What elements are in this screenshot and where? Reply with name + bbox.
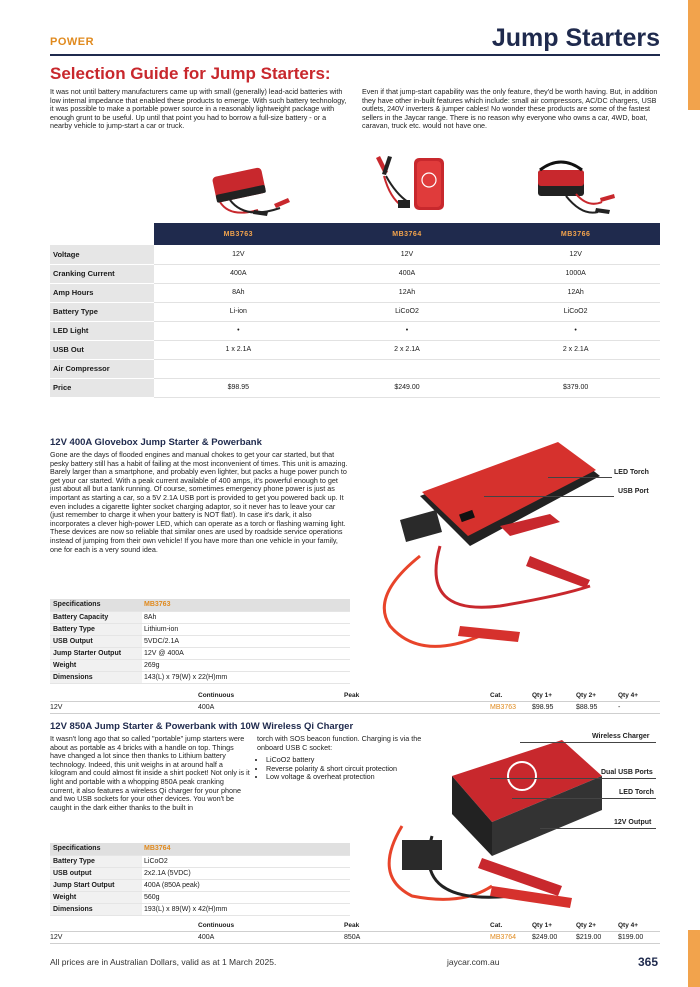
guide-cell: 2 x 2.1A	[491, 340, 660, 359]
guide-cell: •	[491, 321, 660, 340]
spec-label: Weight	[50, 659, 142, 671]
guide-row	[50, 245, 660, 264]
guide-row	[50, 283, 660, 302]
guide-cell: $98.95	[154, 378, 323, 397]
guide-row-label: USB Out	[50, 340, 154, 359]
feature-item: • LiCoO2 battery	[266, 756, 456, 765]
price-col-qty4: Qty 4+	[618, 691, 639, 699]
spec-value: LiCoO2	[142, 855, 350, 867]
product1-description: Gone are the days of flooded engines and manual chokes to get your car started, but that pesky battery still has a habit of failing at the most inconvenient of times. This unit is amazing. Barely larger than a smartphone, and probably even lighter, but packs a huge power punch to get your car started. With a peak current available of 400 amps, it's powerful enough to get just about all but a tank running. Of course, sometimes emergency phone power is just as important as starting a car, so a 5V 2.1A USB port is provided to get you powered back up. It even includes a cigarette lighter socket charging adaptor, so it never has to leave your car (just remember to charge it when your battery is NOT flat!). In case it's dark, it also incorporates a clever high-power LED, which can operate as a torch or flashing warning light. These devices are now so reliable that similar ones are used by roadside service operations instead of jumping from their own vehicle! If you have more than one vehicle in your family, one for each is a very sound idea.	[50, 450, 348, 554]
price-row	[50, 701, 660, 713]
callout-led-torch-2: LED Torch	[619, 789, 654, 796]
spec-value: Lithium-ion	[142, 623, 350, 635]
page-title: Jump Starters	[491, 24, 660, 52]
guide-row-label: Voltage	[50, 245, 154, 264]
price-col-qty2: Qty 2+	[576, 921, 597, 929]
guide-cell	[154, 359, 323, 378]
spec-value: 400A (850A peak)	[142, 879, 350, 891]
spec-value: MB3764	[142, 843, 350, 855]
callout-12v-output: 12V Output	[614, 819, 652, 826]
spec-label: Jump Start Output	[50, 879, 142, 891]
callout-line	[548, 477, 612, 478]
spec-row	[50, 879, 350, 891]
price-row	[50, 931, 660, 943]
spec-value: 193(L) x 89(W) x 42(H)mm	[142, 903, 350, 915]
spec-value: 8Ah	[142, 611, 350, 623]
guide-row	[50, 359, 660, 378]
spec-row	[50, 671, 350, 683]
spec-label: Dimensions	[50, 671, 142, 683]
spec-row	[50, 647, 350, 659]
guide-row-label: Battery Type	[50, 302, 154, 321]
spec-label: Specifications	[50, 843, 142, 855]
product1-spec-table	[50, 599, 350, 684]
spec-row	[50, 903, 350, 915]
spec-row	[50, 635, 350, 647]
product-image-mb3766	[526, 150, 622, 222]
price-voltage: 12V	[50, 701, 198, 713]
guide-cell: $249.00	[323, 378, 492, 397]
accent-strip-top	[688, 0, 700, 110]
callout-line	[512, 798, 656, 799]
spec-label: Jump Starter Output	[50, 647, 142, 659]
guide-row	[50, 340, 660, 359]
guide-cell: LiCoO2	[491, 302, 660, 321]
guide-col-header: MB3763	[154, 223, 323, 245]
guide-row	[50, 378, 660, 397]
guide-row-label: Air Compressor	[50, 359, 154, 378]
spec-label: Battery Type	[50, 855, 142, 867]
spec-header-row	[50, 843, 350, 855]
spec-row	[50, 659, 350, 671]
product2-spec-table	[50, 843, 350, 916]
guide-row	[50, 321, 660, 340]
guide-cell: 8Ah	[154, 283, 323, 302]
price-continuous: 400A	[198, 931, 344, 943]
spec-label: Specifications	[50, 599, 142, 611]
guide-cell: 1000A	[491, 264, 660, 283]
guide-cell: 12V	[323, 245, 492, 264]
guide-cell	[323, 359, 492, 378]
callout-line	[540, 828, 656, 829]
guide-cell: 400A	[154, 264, 323, 283]
price-col-qty1: Qty 1+	[532, 921, 553, 929]
callout-line	[490, 778, 656, 779]
price-qty1: $249.00	[532, 931, 576, 943]
price-voltage: 12V	[50, 931, 198, 943]
guide-row	[50, 302, 660, 321]
spec-value: 5VDC/2.1A	[142, 635, 350, 647]
product-image-mb3763	[200, 150, 296, 222]
callout-dual-usb-ports: Dual USB Ports	[601, 769, 653, 776]
price-col-qty1: Qty 1+	[532, 691, 553, 699]
guide-cell: Li-ion	[154, 302, 323, 321]
spec-value: 560g	[142, 891, 350, 903]
product2-description-left: It wasn't long ago that so called "portable" jump starters were about as portable as 4 bricks with a handle on top. Things have changed a lot since then thanks to Lithium battery technology. Indeed, this unit weighs in at around half a kilogram and could almost fit inside a shirt pocket! Not only is it light and portable with a whopping 850A peak cranking current, it also features a wireless Qi charger for your phone and two USB sockets for your other devices. You won't be caught in the dark either thanks to the built in	[50, 734, 250, 812]
callout-led-torch-1: LED Torch	[614, 469, 649, 476]
price-col-cat: Cat.	[490, 921, 503, 929]
footer-url[interactable]: jaycar.com.au	[447, 957, 500, 967]
callout-usb-port: USB Port	[618, 488, 649, 495]
guide-cell: 1 x 2.1A	[154, 340, 323, 359]
spec-label: Weight	[50, 891, 142, 903]
price-col-blank	[50, 920, 198, 931]
spec-row	[50, 891, 350, 903]
guide-cell: •	[154, 321, 323, 340]
spec-label: Dimensions	[50, 903, 142, 915]
page-number: 365	[638, 955, 659, 969]
price-peak	[344, 701, 490, 713]
product2-image	[372, 736, 608, 916]
spec-header-row	[50, 599, 350, 611]
guide-cell: 12V	[491, 245, 660, 264]
price-qty4: $199.00	[618, 931, 660, 943]
callout-line	[484, 496, 614, 497]
feature-item: • Low voltage & overheat protection	[266, 773, 456, 782]
spec-row	[50, 611, 350, 623]
product2-description-right: torch with SOS beacon function. Charging is via the onboard USB C socket:	[257, 734, 422, 752]
price-qty2: $88.95	[576, 701, 618, 713]
product-image-mb3764	[362, 150, 458, 222]
guide-cell: 12Ah	[491, 283, 660, 302]
price-header-row	[50, 690, 660, 701]
spec-label: Battery Capacity	[50, 611, 142, 623]
selection-guide-table	[50, 223, 660, 398]
guide-cell: LiCoO2	[323, 302, 492, 321]
guide-row-label: Price	[50, 378, 154, 397]
guide-row-label: Amp Hours	[50, 283, 154, 302]
guide-cell: •	[323, 321, 492, 340]
price-col-continuous: Continuous	[198, 691, 235, 699]
guide-corner	[50, 223, 154, 245]
guide-row-label: Cranking Current	[50, 264, 154, 283]
guide-cell	[491, 359, 660, 378]
spec-value: 269g	[142, 659, 350, 671]
guide-row	[50, 264, 660, 283]
footer-note: All prices are in Australian Dollars, valid as at 1 March 2025.	[50, 957, 277, 967]
price-col-qty4: Qty 4+	[618, 921, 639, 929]
guide-col-header: MB3764	[323, 223, 492, 245]
price-header-row	[50, 920, 660, 931]
guide-cell: 12Ah	[323, 283, 492, 302]
spec-value: 143(L) x 79(W) x 22(H)mm	[142, 671, 350, 683]
product1-image	[360, 436, 610, 662]
spec-row	[50, 867, 350, 879]
guide-intro-left: It was not until battery manufacturers came up with small (generally) lead-acid batteries with low internal impedance that enabled these products to emerge. With such battery technology, it was possible to make a portable power source in a reasonably lightweight package with enough grunt to be useful. Up until that point you had to borrow a full-size battery - or a nearby vehicle to jump-start a car or truck.	[50, 87, 347, 131]
callout-wireless-charger: Wireless Charger	[592, 733, 650, 740]
callout-line	[520, 742, 656, 743]
price-qty4: -	[618, 701, 660, 713]
header-divider	[50, 54, 660, 56]
spec-value: 12V @ 400A	[142, 647, 350, 659]
price-cat: MB3764	[490, 931, 532, 943]
spec-row	[50, 855, 350, 867]
guide-cell: $379.00	[491, 378, 660, 397]
spec-row	[50, 623, 350, 635]
price-col-peak: Peak	[344, 691, 360, 699]
guide-cell: 12V	[154, 245, 323, 264]
accent-strip-bottom	[688, 930, 700, 987]
price-col-cat: Cat.	[490, 691, 503, 699]
price-qty2: $219.00	[576, 931, 618, 943]
guide-cell: 400A	[323, 264, 492, 283]
spec-label: Battery Type	[50, 623, 142, 635]
price-col-peak: Peak	[344, 921, 360, 929]
product1-price-table	[50, 690, 660, 714]
price-qty1: $98.95	[532, 701, 576, 713]
spec-label: USB output	[50, 867, 142, 879]
price-col-qty2: Qty 2+	[576, 691, 597, 699]
price-peak: 850A	[344, 931, 490, 943]
guide-cell: 2 x 2.1A	[323, 340, 492, 359]
spec-value: 2x2.1A (5VDC)	[142, 867, 350, 879]
spec-value: MB3763	[142, 599, 350, 611]
guide-header-row	[50, 223, 660, 245]
guide-row-label: LED Light	[50, 321, 154, 340]
section-tag: POWER	[50, 36, 95, 48]
product2-title: 12V 850A Jump Starter & Powerbank with 10W Wireless Qi Charger	[50, 721, 354, 732]
guide-title: Selection Guide for Jump Starters:	[50, 64, 331, 83]
price-col-continuous: Continuous	[198, 921, 235, 929]
price-continuous: 400A	[198, 701, 344, 713]
guide-intro-right: Even if that jump-start capability was the only feature, they'd be worth having. But, in addition they have other in-built features which include: small air compressors, AC/DC chargers, USB outlets, 240V inverters & jumper cables! No wonder these products are some of the fastest sellers in the Jaycar range. There is no reason why everyone who owns a car, 4WD, boat, caravan, truck etc. would not have one.	[362, 87, 658, 131]
product1-title: 12V 400A Glovebox Jump Starter & Powerbank	[50, 437, 262, 448]
spec-label: USB Output	[50, 635, 142, 647]
product2-price-table	[50, 920, 660, 944]
feature-item: • Reverse polarity & short circuit protection	[266, 765, 456, 774]
price-cat: MB3763	[490, 701, 532, 713]
guide-col-header: MB3766	[491, 223, 660, 245]
price-col-blank	[50, 690, 198, 701]
